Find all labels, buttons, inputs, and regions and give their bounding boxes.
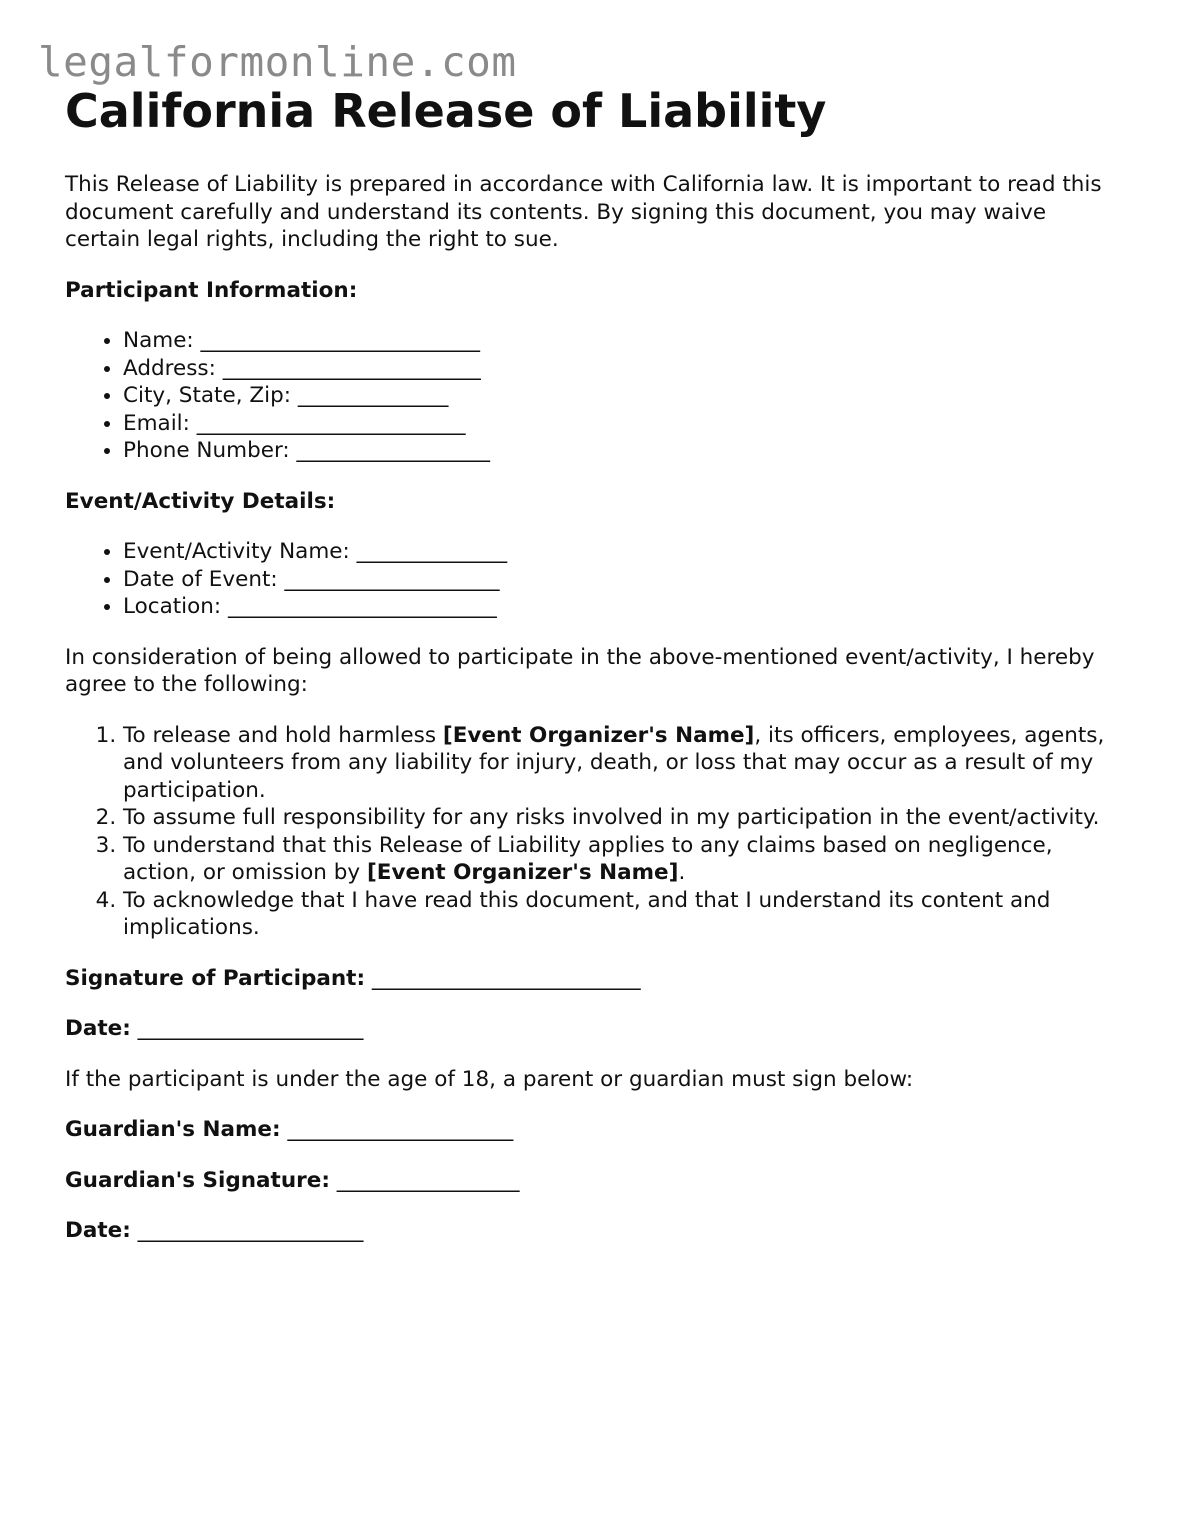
participant-date-blank[interactable]: _____________________ [137,1016,364,1041]
guardian-name-blank[interactable]: _____________________ [287,1117,514,1142]
participant-heading: Participant Information: [65,277,358,303]
participant-email-field: • Email: _________________________ [123,410,1125,438]
phone-blank[interactable]: __________________ [296,438,491,463]
guardian-signature-blank[interactable]: _________________ [336,1167,520,1193]
intro-paragraph: This Release of Liability is prepared in accordance with California law. It is important to read this document carefully and understand its contents. By signing this document, you may waive certain legal rights, including the right to sue. [65,172,1102,252]
document-body [65,83,1125,1245]
event-date-blank[interactable]: ____________________ [284,566,500,592]
term-item: 1. To release and hold harmless [Event Organizer's Name], its officers, employees, agents, and volunteers from any liability for injury, death, or loss that may occur as a result of my participation. [123,722,1125,805]
site-watermark: legalformonline.com [38,38,517,86]
consideration-paragraph: In consideration of being allowed to participate in the above-mentioned event/activity, I hereby agree to the following: [65,644,1095,697]
participant-address-field: • Address: ________________________ [123,355,1125,383]
email-blank[interactable]: _________________________ [196,410,466,436]
event-location-field: • Location: _________________________ [123,593,1125,621]
event-date-field: • Date of Event: ____________________ [123,566,1125,594]
term-item: 4. To acknowledge that I have read this document, and that I understand its content and implications. [123,887,1125,942]
guardian-date-line: Date: _____________________ [65,1218,364,1243]
participant-signature-line: Signature of Participant: _________________________ [65,965,641,991]
participant-fields [65,327,1125,465]
participant-city-field: • City, State, Zip: ______________ [123,382,1125,410]
participant-signature-blank[interactable]: _________________________ [371,965,641,991]
participant-name-field: • Name: __________________________ [123,327,1125,355]
name-blank[interactable]: __________________________ [200,328,481,353]
guardian-name-line: Guardian's Name: _____________________ [65,1117,514,1142]
event-fields [65,538,1125,621]
guardian-signature-line: Guardian's Signature: _________________ [65,1167,520,1193]
event-heading: Event/Activity Details: [65,488,336,514]
participant-date-line: Date: _____________________ [65,1016,364,1041]
term-item: 3. To understand that this Release of Liability applies to any claims based on negligence, action, or omission by [Event Organizer's Name]. [123,832,1125,887]
terms-list [65,722,1125,942]
city-state-zip-blank[interactable]: ______________ [297,383,449,408]
address-blank[interactable]: ________________________ [222,355,481,381]
participant-phone-field: • Phone Number: __________________ [123,437,1125,465]
term-item: 2. To assume full responsibility for any risks involved in my participation in the event/activity. [123,804,1125,832]
minor-notice: If the participant is under the age of 18, a parent or guardian must sign below: [65,1066,914,1092]
guardian-date-blank[interactable]: _____________________ [137,1218,364,1243]
event-name-field: • Event/Activity Name: ______________ [123,538,1125,566]
event-location-blank[interactable]: _________________________ [228,594,497,619]
event-name-blank[interactable]: ______________ [356,539,508,564]
document-title: California Release of Liability [65,84,827,138]
